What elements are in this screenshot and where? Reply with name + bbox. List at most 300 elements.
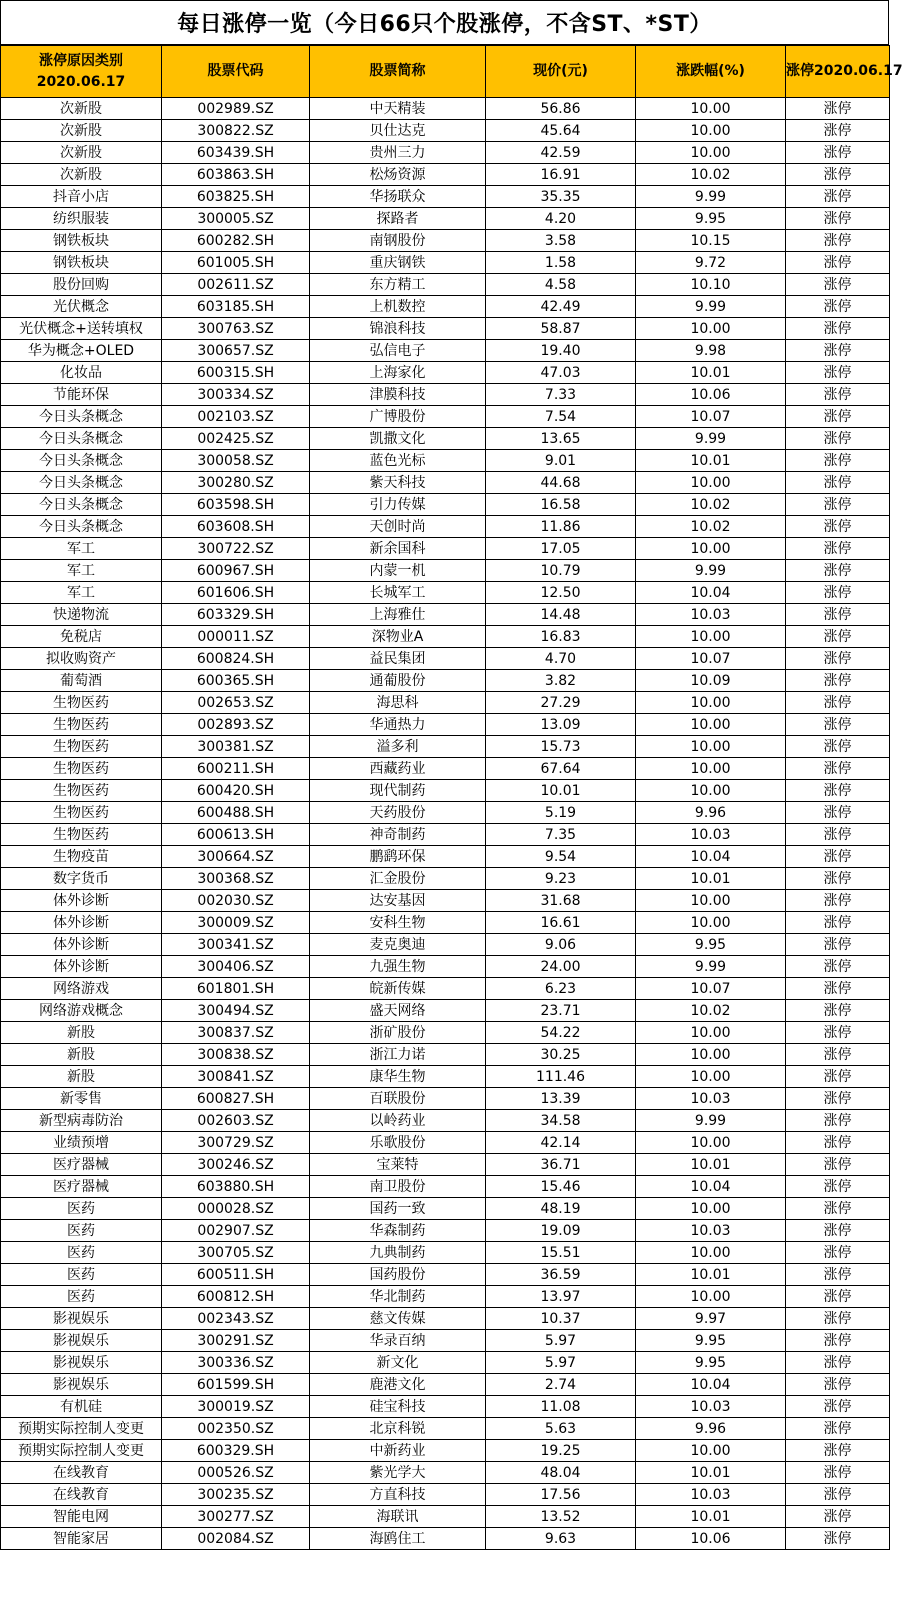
- status-cell: 涨停: [786, 1132, 890, 1154]
- reason-cell: 有机硅: [1, 1396, 162, 1418]
- header-row: [1, 46, 890, 98]
- change-cell: 10.00: [636, 758, 786, 780]
- table-row: [1, 1264, 890, 1286]
- price-cell: 36.59: [486, 1264, 636, 1286]
- status-cell: 涨停: [786, 1440, 890, 1462]
- status-cell: 涨停: [786, 1308, 890, 1330]
- change-cell: 10.00: [636, 120, 786, 142]
- table-row: [1, 582, 890, 604]
- table-row: [1, 1132, 890, 1154]
- reason-cell: 影视娱乐: [1, 1308, 162, 1330]
- name-cell: 鹏鹞环保: [310, 846, 486, 868]
- table-row: [1, 692, 890, 714]
- reason-cell: 化妆品: [1, 362, 162, 384]
- price-cell: 1.58: [486, 252, 636, 274]
- table-row: [1, 494, 890, 516]
- price-cell: 36.71: [486, 1154, 636, 1176]
- change-cell: 10.00: [636, 912, 786, 934]
- table-row: [1, 1484, 890, 1506]
- table-row: [1, 824, 890, 846]
- table-row: [1, 780, 890, 802]
- name-cell: 探路者: [310, 208, 486, 230]
- change-cell: 10.01: [636, 868, 786, 890]
- table-row: [1, 406, 890, 428]
- table-row: [1, 604, 890, 626]
- status-cell: 涨停: [786, 274, 890, 296]
- reason-cell: 生物医药: [1, 692, 162, 714]
- status-cell: 涨停: [786, 846, 890, 868]
- header-stock-code: 股票代码: [162, 46, 310, 98]
- change-cell: 10.00: [636, 736, 786, 758]
- price-cell: 4.70: [486, 648, 636, 670]
- price-cell: 17.56: [486, 1484, 636, 1506]
- code-cell: 300235.SZ: [162, 1484, 310, 1506]
- reason-cell: 医药: [1, 1242, 162, 1264]
- code-cell: 300334.SZ: [162, 384, 310, 406]
- status-cell: 涨停: [786, 384, 890, 406]
- price-cell: 9.01: [486, 450, 636, 472]
- name-cell: 贵州三力: [310, 142, 486, 164]
- status-cell: 涨停: [786, 406, 890, 428]
- name-cell: 麦克奥迪: [310, 934, 486, 956]
- code-cell: 603863.SH: [162, 164, 310, 186]
- status-cell: 涨停: [786, 736, 890, 758]
- table-row: [1, 340, 890, 362]
- change-cell: 10.03: [636, 1088, 786, 1110]
- code-cell: 600812.SH: [162, 1286, 310, 1308]
- price-cell: 3.58: [486, 230, 636, 252]
- name-cell: 安科生物: [310, 912, 486, 934]
- name-cell: 九典制药: [310, 1242, 486, 1264]
- reason-cell: 预期实际控制人变更: [1, 1440, 162, 1462]
- name-cell: 锦浪科技: [310, 318, 486, 340]
- name-cell: 天药股份: [310, 802, 486, 824]
- change-cell: 10.00: [636, 890, 786, 912]
- table-row: [1, 516, 890, 538]
- status-cell: 涨停: [786, 362, 890, 384]
- sheet-title: 每日涨停一览（今日66只个股涨停，不含ST、*ST）: [0, 0, 889, 45]
- name-cell: 上海家化: [310, 362, 486, 384]
- change-cell: 9.99: [636, 428, 786, 450]
- reason-cell: 今日头条概念: [1, 428, 162, 450]
- reason-cell: 快递物流: [1, 604, 162, 626]
- code-cell: 300837.SZ: [162, 1022, 310, 1044]
- code-cell: 300005.SZ: [162, 208, 310, 230]
- status-cell: 涨停: [786, 692, 890, 714]
- reason-cell: 医药: [1, 1286, 162, 1308]
- table-row: [1, 1044, 890, 1066]
- header-stock-name: 股票简称: [310, 46, 486, 98]
- price-cell: 24.00: [486, 956, 636, 978]
- price-cell: 48.04: [486, 1462, 636, 1484]
- price-cell: 34.58: [486, 1110, 636, 1132]
- change-cell: 10.00: [636, 1132, 786, 1154]
- table-row: [1, 472, 890, 494]
- reason-cell: 新零售: [1, 1088, 162, 1110]
- change-cell: 9.95: [636, 1352, 786, 1374]
- code-cell: 600420.SH: [162, 780, 310, 802]
- code-cell: 000526.SZ: [162, 1462, 310, 1484]
- reason-cell: 在线教育: [1, 1462, 162, 1484]
- change-cell: 9.99: [636, 296, 786, 318]
- reason-cell: 数字货币: [1, 868, 162, 890]
- code-cell: 300822.SZ: [162, 120, 310, 142]
- name-cell: 硅宝科技: [310, 1396, 486, 1418]
- status-cell: 涨停: [786, 516, 890, 538]
- table-row: [1, 648, 890, 670]
- change-cell: 10.00: [636, 692, 786, 714]
- reason-cell: 医疗器械: [1, 1176, 162, 1198]
- status-cell: 涨停: [786, 1088, 890, 1110]
- reason-cell: 智能电网: [1, 1506, 162, 1528]
- price-cell: 10.79: [486, 560, 636, 582]
- reason-cell: 抖音小店: [1, 186, 162, 208]
- price-cell: 9.54: [486, 846, 636, 868]
- name-cell: 华森制药: [310, 1220, 486, 1242]
- code-cell: 002084.SZ: [162, 1528, 310, 1550]
- price-cell: 9.63: [486, 1528, 636, 1550]
- reason-cell: 在线教育: [1, 1484, 162, 1506]
- price-cell: 9.06: [486, 934, 636, 956]
- change-cell: 10.15: [636, 230, 786, 252]
- change-cell: 10.00: [636, 318, 786, 340]
- name-cell: 华北制药: [310, 1286, 486, 1308]
- change-cell: 10.07: [636, 978, 786, 1000]
- code-cell: 600329.SH: [162, 1440, 310, 1462]
- status-cell: 涨停: [786, 912, 890, 934]
- status-cell: 涨停: [786, 208, 890, 230]
- reason-cell: 今日头条概念: [1, 450, 162, 472]
- table-row: [1, 956, 890, 978]
- name-cell: 达安基因: [310, 890, 486, 912]
- change-cell: 10.00: [636, 1242, 786, 1264]
- status-cell: 涨停: [786, 824, 890, 846]
- name-cell: 九强生物: [310, 956, 486, 978]
- code-cell: 600824.SH: [162, 648, 310, 670]
- status-cell: 涨停: [786, 670, 890, 692]
- code-cell: 603439.SH: [162, 142, 310, 164]
- table-row: [1, 560, 890, 582]
- code-cell: 300019.SZ: [162, 1396, 310, 1418]
- reason-cell: 体外诊断: [1, 912, 162, 934]
- code-cell: 300381.SZ: [162, 736, 310, 758]
- price-cell: 19.40: [486, 340, 636, 362]
- table-row: [1, 98, 890, 120]
- change-cell: 10.03: [636, 604, 786, 626]
- table-row: [1, 1198, 890, 1220]
- code-cell: 300705.SZ: [162, 1242, 310, 1264]
- name-cell: 津膜科技: [310, 384, 486, 406]
- change-cell: 9.96: [636, 802, 786, 824]
- name-cell: 重庆钢铁: [310, 252, 486, 274]
- table-row: [1, 252, 890, 274]
- code-cell: 601599.SH: [162, 1374, 310, 1396]
- name-cell: 长城军工: [310, 582, 486, 604]
- price-cell: 5.19: [486, 802, 636, 824]
- code-cell: 603880.SH: [162, 1176, 310, 1198]
- price-cell: 42.49: [486, 296, 636, 318]
- name-cell: 国药一致: [310, 1198, 486, 1220]
- price-cell: 47.03: [486, 362, 636, 384]
- change-cell: 10.00: [636, 780, 786, 802]
- reason-cell: 生物医药: [1, 780, 162, 802]
- table-row: [1, 1286, 890, 1308]
- reason-cell: 军工: [1, 582, 162, 604]
- status-cell: 涨停: [786, 1154, 890, 1176]
- price-cell: 3.82: [486, 670, 636, 692]
- reason-cell: 生物医药: [1, 736, 162, 758]
- code-cell: 600967.SH: [162, 560, 310, 582]
- name-cell: 国药股份: [310, 1264, 486, 1286]
- status-cell: 涨停: [786, 296, 890, 318]
- status-cell: 涨停: [786, 890, 890, 912]
- name-cell: 通葡股份: [310, 670, 486, 692]
- code-cell: 002893.SZ: [162, 714, 310, 736]
- price-cell: 7.35: [486, 824, 636, 846]
- change-cell: 9.97: [636, 1308, 786, 1330]
- status-cell: 涨停: [786, 1242, 890, 1264]
- name-cell: 贝仕达克: [310, 120, 486, 142]
- status-cell: 涨停: [786, 1330, 890, 1352]
- change-cell: 10.07: [636, 648, 786, 670]
- reason-cell: 新型病毒防治: [1, 1110, 162, 1132]
- price-cell: 13.97: [486, 1286, 636, 1308]
- reason-cell: 业绩预增: [1, 1132, 162, 1154]
- code-cell: 600365.SH: [162, 670, 310, 692]
- table-row: [1, 1440, 890, 1462]
- table-row: [1, 1396, 890, 1418]
- status-cell: 涨停: [786, 120, 890, 142]
- name-cell: 华录百纳: [310, 1330, 486, 1352]
- table-row: [1, 186, 890, 208]
- code-cell: 300280.SZ: [162, 472, 310, 494]
- reason-cell: 股份回购: [1, 274, 162, 296]
- table-row: [1, 384, 890, 406]
- status-cell: 涨停: [786, 604, 890, 626]
- price-cell: 4.58: [486, 274, 636, 296]
- reason-cell: 次新股: [1, 120, 162, 142]
- change-cell: 9.95: [636, 1330, 786, 1352]
- change-cell: 9.99: [636, 560, 786, 582]
- status-cell: 涨停: [786, 1484, 890, 1506]
- name-cell: 以岭药业: [310, 1110, 486, 1132]
- name-cell: 海鸥住工: [310, 1528, 486, 1550]
- name-cell: 南卫股份: [310, 1176, 486, 1198]
- code-cell: 300058.SZ: [162, 450, 310, 472]
- status-cell: 涨停: [786, 428, 890, 450]
- code-cell: 600282.SH: [162, 230, 310, 252]
- status-cell: 涨停: [786, 1110, 890, 1132]
- name-cell: 浙江力诺: [310, 1044, 486, 1066]
- header-limit-up-status: 涨停2020.06.17: [786, 46, 890, 98]
- change-cell: 10.00: [636, 626, 786, 648]
- name-cell: 蓝色光标: [310, 450, 486, 472]
- change-cell: 9.96: [636, 1418, 786, 1440]
- reason-cell: 影视娱乐: [1, 1352, 162, 1374]
- name-cell: 益民集团: [310, 648, 486, 670]
- change-cell: 10.04: [636, 582, 786, 604]
- change-cell: 10.02: [636, 1000, 786, 1022]
- price-cell: 48.19: [486, 1198, 636, 1220]
- code-cell: 300664.SZ: [162, 846, 310, 868]
- status-cell: 涨停: [786, 1198, 890, 1220]
- reason-cell: 免税店: [1, 626, 162, 648]
- name-cell: 现代制药: [310, 780, 486, 802]
- status-cell: 涨停: [786, 582, 890, 604]
- table-row: [1, 1110, 890, 1132]
- reason-cell: 华为概念+OLED: [1, 340, 162, 362]
- reason-cell: 新股: [1, 1066, 162, 1088]
- change-cell: 10.00: [636, 1066, 786, 1088]
- reason-cell: 拟收购资产: [1, 648, 162, 670]
- reason-cell: 葡萄酒: [1, 670, 162, 692]
- code-cell: 300838.SZ: [162, 1044, 310, 1066]
- status-cell: 涨停: [786, 472, 890, 494]
- change-cell: 10.09: [636, 670, 786, 692]
- status-cell: 涨停: [786, 1220, 890, 1242]
- code-cell: 601801.SH: [162, 978, 310, 1000]
- table-row: [1, 1506, 890, 1528]
- table-row: [1, 868, 890, 890]
- name-cell: 西藏药业: [310, 758, 486, 780]
- reason-cell: 新股: [1, 1044, 162, 1066]
- change-cell: 10.01: [636, 1462, 786, 1484]
- table-row: [1, 1000, 890, 1022]
- code-cell: 600511.SH: [162, 1264, 310, 1286]
- change-cell: 10.01: [636, 362, 786, 384]
- reason-cell: 纺织服装: [1, 208, 162, 230]
- name-cell: 弘信电子: [310, 340, 486, 362]
- code-cell: 601606.SH: [162, 582, 310, 604]
- code-cell: 603608.SH: [162, 516, 310, 538]
- code-cell: 300406.SZ: [162, 956, 310, 978]
- reason-cell: 今日头条概念: [1, 516, 162, 538]
- price-cell: 111.46: [486, 1066, 636, 1088]
- limit-up-table: [0, 45, 903, 1550]
- header-price: 现价(元): [486, 46, 636, 98]
- table-row: [1, 362, 890, 384]
- reason-cell: 生物医药: [1, 802, 162, 824]
- change-cell: 9.95: [636, 934, 786, 956]
- name-cell: 紫天科技: [310, 472, 486, 494]
- name-cell: 宝莱特: [310, 1154, 486, 1176]
- status-cell: 涨停: [786, 1044, 890, 1066]
- table-row: [1, 1242, 890, 1264]
- reason-cell: 钢铁板块: [1, 252, 162, 274]
- table-row: [1, 428, 890, 450]
- reason-cell: 医疗器械: [1, 1154, 162, 1176]
- code-cell: 002350.SZ: [162, 1418, 310, 1440]
- table-row: [1, 670, 890, 692]
- reason-cell: 智能家居: [1, 1528, 162, 1550]
- status-cell: 涨停: [786, 142, 890, 164]
- reason-cell: 生物医药: [1, 758, 162, 780]
- change-cell: 9.72: [636, 252, 786, 274]
- status-cell: 涨停: [786, 1176, 890, 1198]
- name-cell: 华扬联众: [310, 186, 486, 208]
- change-cell: 10.04: [636, 846, 786, 868]
- price-cell: 16.61: [486, 912, 636, 934]
- table-row: [1, 274, 890, 296]
- status-cell: 涨停: [786, 714, 890, 736]
- price-cell: 44.68: [486, 472, 636, 494]
- name-cell: 浙矿股份: [310, 1022, 486, 1044]
- table-row: [1, 1220, 890, 1242]
- status-cell: 涨停: [786, 164, 890, 186]
- table-row: [1, 714, 890, 736]
- status-cell: 涨停: [786, 340, 890, 362]
- name-cell: 海联讯: [310, 1506, 486, 1528]
- table-row: [1, 1088, 890, 1110]
- table-row: [1, 846, 890, 868]
- price-cell: 12.50: [486, 582, 636, 604]
- name-cell: 南钢股份: [310, 230, 486, 252]
- status-cell: 涨停: [786, 1462, 890, 1484]
- change-cell: 9.99: [636, 1110, 786, 1132]
- price-cell: 13.09: [486, 714, 636, 736]
- table-row: [1, 758, 890, 780]
- status-cell: 涨停: [786, 1066, 890, 1088]
- status-cell: 涨停: [786, 1396, 890, 1418]
- change-cell: 10.00: [636, 1198, 786, 1220]
- price-cell: 13.39: [486, 1088, 636, 1110]
- price-cell: 4.20: [486, 208, 636, 230]
- change-cell: 10.00: [636, 1440, 786, 1462]
- change-cell: 10.00: [636, 1286, 786, 1308]
- table-row: [1, 1330, 890, 1352]
- name-cell: 内蒙一机: [310, 560, 486, 582]
- reason-cell: 体外诊断: [1, 890, 162, 912]
- code-cell: 002103.SZ: [162, 406, 310, 428]
- table-row: [1, 230, 890, 252]
- price-cell: 27.29: [486, 692, 636, 714]
- price-cell: 15.51: [486, 1242, 636, 1264]
- status-cell: 涨停: [786, 252, 890, 274]
- status-cell: 涨停: [786, 626, 890, 648]
- status-cell: 涨停: [786, 934, 890, 956]
- table-row: [1, 1374, 890, 1396]
- code-cell: 002603.SZ: [162, 1110, 310, 1132]
- name-cell: 上海雅仕: [310, 604, 486, 626]
- table-header: [1, 46, 903, 98]
- price-cell: 15.73: [486, 736, 636, 758]
- header-reason-category: [1, 46, 162, 98]
- reason-cell: 影视娱乐: [1, 1374, 162, 1396]
- price-cell: 16.58: [486, 494, 636, 516]
- price-cell: 30.25: [486, 1044, 636, 1066]
- change-cell: 10.00: [636, 142, 786, 164]
- table-row: [1, 890, 890, 912]
- price-cell: 5.63: [486, 1418, 636, 1440]
- table-row: [1, 978, 890, 1000]
- code-cell: 300341.SZ: [162, 934, 310, 956]
- change-cell: 10.00: [636, 98, 786, 120]
- code-cell: 300291.SZ: [162, 1330, 310, 1352]
- change-cell: 10.07: [636, 406, 786, 428]
- price-cell: 7.33: [486, 384, 636, 406]
- name-cell: 鹿港文化: [310, 1374, 486, 1396]
- name-cell: 北京科锐: [310, 1418, 486, 1440]
- reason-cell: 次新股: [1, 98, 162, 120]
- code-cell: 600315.SH: [162, 362, 310, 384]
- reason-cell: 影视娱乐: [1, 1330, 162, 1352]
- code-cell: 600211.SH: [162, 758, 310, 780]
- code-cell: 002653.SZ: [162, 692, 310, 714]
- table-row: [1, 802, 890, 824]
- name-cell: 盛天网络: [310, 1000, 486, 1022]
- status-cell: 涨停: [786, 802, 890, 824]
- change-cell: 10.10: [636, 274, 786, 296]
